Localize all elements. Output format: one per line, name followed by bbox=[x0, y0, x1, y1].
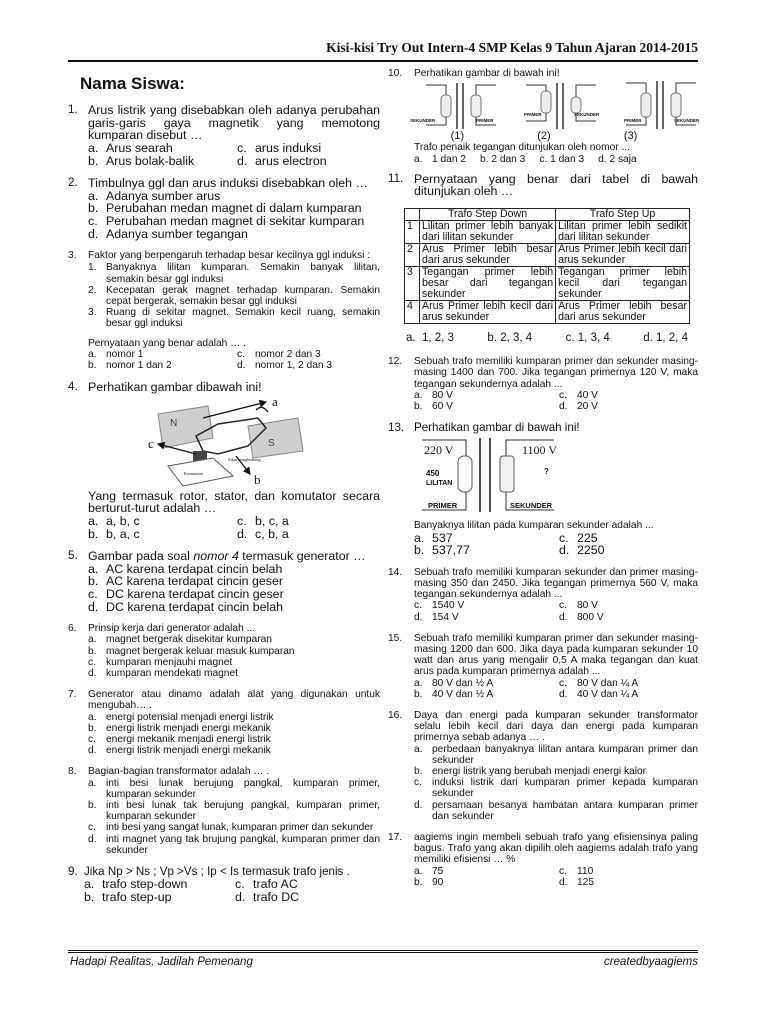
option-c-right[interactable]: c. 80 V bbox=[559, 600, 598, 612]
question-9 bbox=[68, 866, 380, 903]
option-d[interactable]: d. kumparan mendekati magnet bbox=[88, 667, 238, 679]
left-column bbox=[68, 70, 380, 903]
option-d[interactable]: d. energi listrik menjadi energi mekanik bbox=[88, 745, 271, 757]
option-b[interactable]: b. 60 V bbox=[414, 401, 453, 413]
question-prompt: Trafo penaik tegangan ditunjukan oleh nomor ... bbox=[414, 142, 630, 154]
figure-label-s: S bbox=[268, 437, 275, 449]
option-a[interactable]: a. nomor 1 bbox=[88, 348, 144, 360]
option-b[interactable]: b. 2 dan 3 bbox=[480, 153, 526, 165]
option-d-right[interactable]: d. 800 V bbox=[559, 611, 604, 623]
option-b[interactable]: b. inti besi lunak tak berujung pangkal, kumparan primer, kumparan sekunder bbox=[88, 799, 380, 823]
answer-options bbox=[88, 778, 380, 856]
fig1-left-label: SEKUNDER bbox=[410, 118, 436, 124]
question-text: Jika Np > Ns ; Vp >Vs ; Ip < Is termasuk trafo jenis . bbox=[84, 864, 350, 878]
option-c-left[interactable]: c. 1540 V bbox=[414, 600, 465, 612]
table-row: 4 Arus Primer lebih kecil dari arus sekunder Arus Primer lebih besar dari arus sekunder bbox=[405, 301, 690, 324]
secondary-voltage-label: 1100 V bbox=[522, 443, 558, 458]
option-d[interactable]: d. DC karena terdapat cincin belah bbox=[88, 599, 284, 614]
fig3-left-label: PRIMER bbox=[624, 118, 642, 124]
question-number: 16. bbox=[388, 710, 403, 722]
option-c[interactable]: c. 40 V bbox=[559, 389, 598, 401]
answer-options bbox=[88, 563, 380, 613]
option-c[interactable]: c. Perubahan medan magnet di sekitar kumparan bbox=[88, 213, 365, 228]
option-a[interactable]: a. 80 V dan ½ A bbox=[414, 677, 494, 689]
option-b[interactable]: b. energi listrik yang berubah menjadi energi kalor bbox=[414, 766, 647, 778]
option-d[interactable]: d. Adanya sumber tegangan bbox=[88, 226, 248, 241]
question-16 bbox=[388, 710, 698, 822]
option-b[interactable]: b. energi listrik menjadi energi mekanik bbox=[88, 722, 271, 734]
question-text: Sebuah trafo memiliki kumparan sekunder dan primer masing-masing 350 dan 2450. Jika tegangan primernya 560 V, maka tegangan sekundernya adalah ... bbox=[414, 566, 698, 601]
option-b[interactable]: b. nomor 1 dan 2 bbox=[88, 359, 172, 371]
option-d[interactable]: d. 125 bbox=[559, 876, 594, 888]
option-d[interactable]: d. persamaan besanya hambatan antara kumparan primer dan sekunder bbox=[414, 799, 698, 822]
sekunder-label: SEKUNDER bbox=[510, 501, 553, 511]
statement-list bbox=[88, 262, 380, 329]
question-text: Daya dan energi pada kumparan sekunder transformator selalu lebih kecil dari daya dan energi pada kumparan primernya sebab adanya … . bbox=[414, 710, 698, 744]
transformer-figure bbox=[414, 436, 594, 516]
question-10 bbox=[388, 68, 698, 165]
question-number: 12. bbox=[388, 356, 403, 368]
option-c[interactable]: c. 110 bbox=[559, 865, 594, 877]
header-rule bbox=[68, 60, 698, 62]
question-number: 8. bbox=[68, 766, 77, 778]
question-text: Arus listrik yang disebabkan oleh adanya perubahan garis-garis gaya magnetik yang memotong kumparan disebut … bbox=[88, 103, 380, 143]
option-a[interactable]: a. 75 bbox=[414, 865, 444, 877]
question-11 bbox=[388, 173, 698, 198]
option-c[interactable]: c. inti besi yang sangat lunak, kumparan primer dan sekunder bbox=[88, 822, 374, 834]
primary-voltage-label: 220 V bbox=[424, 443, 454, 458]
question-number: 9. bbox=[68, 864, 78, 878]
option-d-left[interactable]: d. 154 V bbox=[414, 611, 459, 623]
figure-label-b: b bbox=[254, 471, 261, 487]
question-17 bbox=[388, 832, 698, 888]
question-number: 17. bbox=[388, 832, 403, 844]
question-text: Gambar pada soal nomor 4 termasuk generator … bbox=[88, 549, 366, 564]
option-a[interactable]: a. energi potensial menjadi energi listrik bbox=[88, 711, 274, 723]
answer-options bbox=[84, 878, 380, 903]
option-a[interactable]: a. trafo step-down bbox=[84, 877, 188, 892]
answer-options bbox=[414, 678, 698, 700]
option-d[interactable]: d. arus electron bbox=[237, 153, 327, 168]
option-b[interactable]: b. AC karena terdapat cincin geser bbox=[88, 574, 284, 589]
statement-item: 3. Ruang di sekitar magnet. Semakin kecil ruang, semakin besar ggl induksi bbox=[88, 307, 380, 330]
option-b[interactable]: b. Arus bolak-balik bbox=[88, 153, 195, 168]
option-c[interactable]: c. arus induksi bbox=[237, 140, 322, 155]
question-number: 7. bbox=[68, 689, 77, 701]
option-a[interactable]: a. magnet bergerak disekitar kumparan bbox=[88, 634, 272, 646]
option-c[interactable]: c. kumparan menjauhi magnet bbox=[88, 656, 233, 668]
fig2-left-label: PRIMER bbox=[524, 112, 542, 118]
statement-item: 1. Banyaknya lilitan kumparan. Semakin banyak lilitan, semakin besar ggl induksi bbox=[88, 262, 380, 285]
option-d[interactable]: d. 1, 2, 4 bbox=[643, 332, 688, 344]
question-2 bbox=[68, 177, 380, 240]
table-row: 3 Tegangan primer lebih besar dari tegangan sekunder Tegangan primer lebih kecil dari tegangan sekunder bbox=[405, 267, 690, 301]
question-text: aagiems ingin membeli sebuah trafo yang efisiensinya paling bagus. Trafo yang akan dipilih oleh aagiems adalah trafo yang memiliki efisiensi … % bbox=[414, 832, 698, 866]
question-number: 10. bbox=[388, 68, 403, 79]
question-text: Perhatikan gambar dibawah ini! bbox=[88, 380, 262, 395]
question-number: 13. bbox=[388, 421, 405, 435]
question-number: 5. bbox=[68, 549, 78, 563]
option-d[interactable]: d. c, b, a bbox=[237, 526, 289, 541]
question-7 bbox=[68, 689, 380, 756]
figure-label-c: c bbox=[148, 435, 154, 451]
option-d[interactable]: d. 20 V bbox=[559, 401, 598, 413]
question-text: Generator atau dinamo adalah alat yang digunakan untuk mengubah… . bbox=[88, 689, 380, 712]
option-b[interactable]: b. b, a, c bbox=[88, 526, 140, 541]
question-text: Pernyataan yang benar dari tabel di bawah ditunjukan oleh … bbox=[414, 171, 698, 199]
statement-item: 2. Kecepatan gerak magnet terhadap kumparan. Semakin cepat bergerak, semakin besar ggl induksi bbox=[88, 284, 380, 307]
option-a[interactable]: a. 1 dan 2 bbox=[414, 153, 466, 165]
option-a[interactable]: a. Arus searah bbox=[88, 140, 173, 155]
question-8 bbox=[68, 766, 380, 856]
primary-turns-unit: LILITAN bbox=[426, 480, 453, 488]
answer-options bbox=[388, 332, 698, 344]
student-name-label: Nama Siswa: bbox=[80, 74, 185, 93]
question-prompt: Banyaknya lilitan pada kumparan sekunder adalah ... bbox=[414, 520, 654, 532]
option-a[interactable]: a. inti besi lunak berujung pangkal, kumparan primer, kumparan sekunder bbox=[88, 777, 380, 800]
table-row: 1 Lilitan primer lebih banyak dari lilitan sekunder Lilitan primer lebih sedikit dari lilitan sekunder bbox=[405, 221, 690, 244]
question-prompt: Pernyataan yang benar adalah … . bbox=[88, 337, 247, 349]
option-b[interactable]: b. trafo step-up bbox=[84, 889, 172, 904]
answer-options bbox=[414, 532, 698, 557]
question-12 bbox=[388, 356, 698, 412]
answer-options bbox=[88, 142, 380, 167]
question-number: 11. bbox=[388, 171, 404, 185]
question-text: Bagian-bagian transformator adalah … . bbox=[88, 766, 270, 778]
page-header-title: Kisi-kisi Try Out Intern-4 SMP Kelas 9 Tahun Ajaran 2014-2015 bbox=[326, 40, 698, 55]
option-d[interactable]: d. inti magnet yang tak brujung pangkal, kumparan primer dan sekunder bbox=[88, 833, 380, 856]
question-3 bbox=[68, 250, 380, 371]
option-c[interactable]: c. induksi listrik dari kumparan primer kepada kumparan sekunder bbox=[414, 777, 698, 800]
option-b[interactable]: b. 537,77 bbox=[414, 543, 470, 558]
question-text: Timbulnya ggl dan arus induksi disebabkan oleh … bbox=[88, 176, 368, 191]
question-number: 15. bbox=[388, 632, 403, 644]
option-b[interactable]: b. magnet bergerak keluar masuk kumparan bbox=[88, 645, 295, 657]
question-text: Prinsip kerja dari generator adalah ... bbox=[88, 623, 256, 635]
figure-captions: (1) (2) (3) bbox=[450, 130, 638, 143]
option-a[interactable]: a. 80 V bbox=[414, 389, 453, 401]
option-b[interactable]: b. 2, 3, 4 bbox=[487, 332, 533, 344]
trafo-comparison-table bbox=[404, 208, 690, 324]
figure-label-n: N bbox=[170, 417, 178, 429]
figure-label-a: a bbox=[272, 393, 278, 409]
right-column bbox=[388, 68, 698, 888]
answer-options bbox=[88, 712, 380, 757]
question-text: Sebuah trafo memiliki kumparan primer dan sekunder masing-masing 1200 dan 600. Jika daya pada kumparan sekunder 10 watt dan arus yang mengalir 0,5 A maka tegangan dan kuat arus pada kumparan primernya adalah ... bbox=[414, 632, 698, 678]
option-c[interactable]: c. 1 dan 3 bbox=[539, 153, 585, 165]
generator-figure bbox=[88, 393, 380, 488]
answer-options bbox=[88, 515, 380, 540]
option-d[interactable]: d. trafo DC bbox=[235, 889, 300, 904]
question-number: 2. bbox=[68, 176, 78, 190]
option-c[interactable]: c. b, c, a bbox=[237, 513, 289, 528]
footer-rule bbox=[68, 950, 698, 955]
question-number: 6. bbox=[68, 623, 77, 635]
option-b[interactable]: b. 90 bbox=[414, 876, 444, 888]
option-b[interactable]: b. 40 V dan ½ A bbox=[414, 688, 494, 700]
table-header-row: Trafo Step Down Trafo Step Up bbox=[405, 209, 690, 221]
option-a[interactable]: a. 537 bbox=[414, 530, 453, 545]
question-6 bbox=[68, 623, 380, 679]
question-text: Sebuah trafo memiliki kumparan primer dan sekunder masing-masing 1400 dan 700. Jika tegangan primernya 120 V, maka tegangan sekundernya adalah ... bbox=[414, 356, 698, 390]
fig2-right-label: SEKUNDER bbox=[574, 112, 600, 118]
figure-label-commutator: Komutator bbox=[184, 470, 204, 476]
footer-credit: createdbyaagiems bbox=[604, 956, 698, 968]
answer-options bbox=[88, 349, 380, 371]
answer-options bbox=[88, 634, 380, 679]
option-a[interactable]: a. perbedaan banyaknya lilitan antara kumparan primer dan sekunder bbox=[414, 743, 698, 766]
answer-options bbox=[414, 744, 698, 822]
transformer-figures-icon bbox=[414, 81, 704, 131]
question-number: 3. bbox=[68, 250, 77, 262]
answer-options bbox=[414, 154, 704, 165]
question-13 bbox=[388, 422, 698, 557]
footer-motto: Hadapi Realitas, Jadilah Pemenang bbox=[70, 956, 253, 968]
answer-options bbox=[414, 600, 698, 622]
question-4 bbox=[68, 381, 380, 540]
answer-options bbox=[88, 190, 380, 240]
generator-diagram-icon bbox=[138, 393, 338, 488]
question-text: Perhatikan gambar di bawah ini! bbox=[414, 68, 560, 79]
fig3-right-label: SEKUNDER bbox=[674, 118, 700, 124]
question-1 bbox=[68, 104, 380, 167]
primer-label: PRIMER bbox=[428, 501, 458, 511]
question-5 bbox=[68, 550, 380, 613]
option-a[interactable]: a. Adanya sumber arus bbox=[88, 188, 221, 203]
question-prompt: Yang termasuk rotor, stator, dan komutator secara berturut-turut adalah … bbox=[88, 488, 380, 516]
question-number: 1. bbox=[68, 103, 78, 117]
answer-options bbox=[414, 390, 698, 412]
option-c[interactable]: c. 225 bbox=[559, 530, 598, 545]
fig1-right-label: PRIMER bbox=[476, 118, 494, 124]
question-number: 14. bbox=[388, 566, 403, 578]
option-a[interactable]: a. 1, 2, 3 bbox=[406, 332, 454, 344]
option-c[interactable]: c. trafo AC bbox=[235, 877, 298, 892]
option-b[interactable]: b. Perubahan medan magnet di dalam kumparan bbox=[88, 201, 362, 216]
question-number: 4. bbox=[68, 380, 78, 394]
option-c[interactable]: c. DC karena terdapat cincin geser bbox=[88, 586, 284, 601]
primary-turns-label: 450 bbox=[426, 469, 440, 479]
option-c[interactable]: c. nomor 2 dan 3 bbox=[237, 348, 321, 360]
option-d[interactable]: d. 40 V dan ¼ A bbox=[559, 688, 639, 700]
question-15 bbox=[388, 633, 698, 700]
question-text: Perhatikan gambar di bawah ini! bbox=[414, 421, 580, 435]
answer-options bbox=[414, 866, 698, 888]
option-a[interactable]: a. AC karena terdapat cincin belah bbox=[88, 561, 283, 576]
option-a[interactable]: a. a, b, c bbox=[88, 513, 140, 528]
table-row: 2 Arus Primer lebih besar dari arus sekunder Arus Primer lebih kecil dari arus sekunder bbox=[405, 244, 690, 267]
question-14 bbox=[388, 567, 698, 623]
option-c[interactable]: c. energi mekanik menjadi energi listrik bbox=[88, 733, 271, 745]
option-d[interactable]: d. nomor 1, 2 dan 3 bbox=[237, 359, 333, 371]
option-c[interactable]: c. 1, 3, 4 bbox=[565, 332, 610, 344]
option-d[interactable]: d. 2250 bbox=[559, 543, 605, 558]
secondary-turns-unknown: ? bbox=[544, 467, 549, 477]
question-text: Faktor yang berpengaruh terhadap besar kecilnya ggl induksi : bbox=[88, 250, 371, 262]
option-d[interactable]: d. 2 saja bbox=[598, 153, 637, 165]
option-c[interactable]: c. 80 V dan ¼ A bbox=[559, 677, 639, 689]
figure-label-brush: Sikat penghubung bbox=[228, 456, 261, 462]
